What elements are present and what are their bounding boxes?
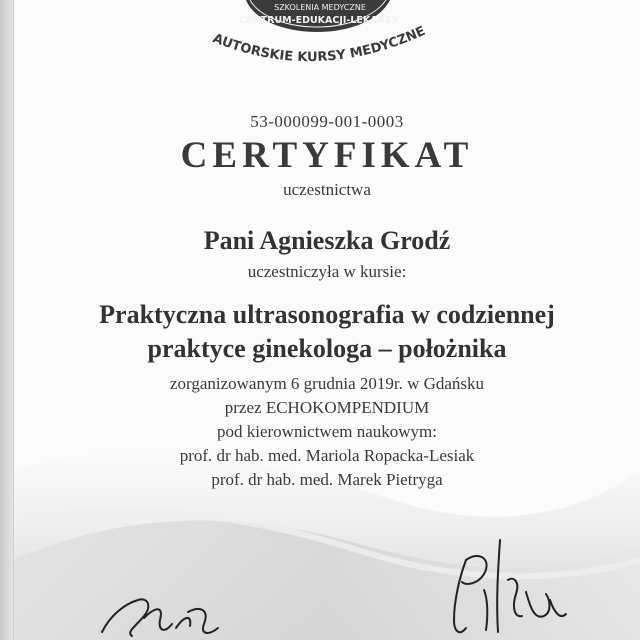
course-details	[14, 372, 640, 492]
course-title-line1: Praktyczna ultrasonografia w codziennej	[99, 300, 555, 329]
supervision-label: pod kierownictwem naukowym:	[216, 422, 437, 441]
certificate-number: 53-000099-001-0003	[250, 112, 404, 131]
course-title	[14, 298, 640, 366]
signature-right	[454, 540, 566, 632]
supervisor-2: prof. dr hab. med. Marek Pietryga	[211, 470, 443, 489]
recipient-name: Pani Agnieszka Grodź	[203, 226, 451, 255]
seal-line2: CENTRUM-EDUKACJI-LEKARZY	[239, 15, 399, 26]
certificate-subtitle: uczestnictwa	[283, 180, 371, 199]
participation-text: uczestniczyła w kursie:	[247, 262, 407, 281]
signatures	[14, 520, 640, 640]
certificate-page	[14, 0, 640, 640]
certificate-title: CERTYFIKAT	[180, 135, 474, 176]
seal-line1: SZKOLENIA MEDYCZNE	[274, 3, 366, 12]
page-edge-shadow	[0, 0, 14, 640]
organizer-seal	[14, 0, 640, 90]
supervisor-1: prof. dr hab. med. Mariola Ropacka-Lesiak	[179, 446, 475, 465]
signature-left	[102, 599, 218, 636]
organized-date-place: zorganizowanym 6 grudnia 2019r. w Gdańsku	[169, 374, 485, 393]
course-title-line2: praktyce ginekologa – położnika	[147, 334, 507, 363]
organizer: przez ECHOKOMPENDIUM	[224, 398, 430, 417]
seal-arc-text: AUTORSKIE KURSY MEDYCZNE	[210, 23, 428, 66]
